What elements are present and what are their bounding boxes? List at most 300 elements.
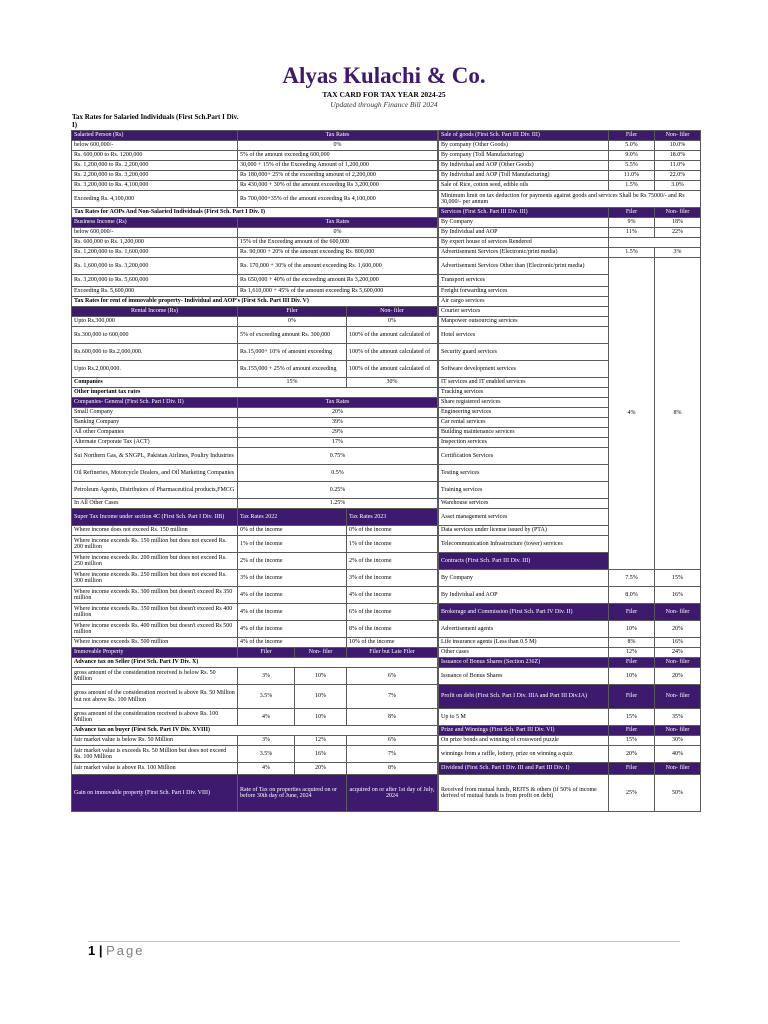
rate-cell: 22% — [655, 228, 701, 238]
section-header-cell: Business Income (Rs) — [72, 218, 238, 228]
column-header-cell: Filer — [609, 131, 655, 141]
rate-cell: 30,000 + 15% of the Exceeding Amount of 1,200,000 — [238, 161, 438, 171]
table-row — [72, 238, 438, 248]
category-cell: Where income does not exceed Rs. 150 million — [72, 526, 238, 536]
table-header-row — [72, 648, 438, 658]
table-row — [72, 499, 438, 509]
category-cell: below 600,000/- — [72, 228, 238, 238]
rate-cell: Rs.155,000 + 25% of amount exceeding — [238, 361, 347, 378]
table-row — [439, 746, 701, 763]
table-row — [72, 428, 438, 438]
table-row — [439, 171, 701, 181]
category-cell: Small Company — [72, 408, 238, 418]
category-cell: Testing services — [439, 465, 609, 482]
table-row — [72, 465, 438, 482]
rate-cell: 20% — [609, 746, 655, 763]
category-cell: Building maintenance services — [439, 428, 609, 438]
section-title-row — [72, 208, 438, 218]
column-header-cell: Filer — [238, 648, 295, 658]
rate-cell: 8.0% — [609, 587, 655, 604]
column-header-cell: Non- filer — [347, 307, 438, 317]
table-row — [72, 709, 438, 726]
category-cell: Manpower outsourcing services — [439, 317, 609, 327]
column-header-cell: acquired on or after 1st day of July, 2024 — [347, 775, 438, 812]
category-cell: Training services — [439, 482, 609, 499]
rate-cell: 4% of the income — [238, 604, 347, 621]
column-header-cell: Filer — [238, 307, 347, 317]
table-row — [72, 553, 438, 570]
rate-cell: 0.75% — [238, 448, 438, 465]
section-title-row — [72, 658, 438, 668]
category-cell: Life insurance agents (Less than 0.5 M) — [439, 638, 609, 648]
rate-cell: 0% — [238, 317, 347, 327]
section-title-cell: Advance tax on buyer (First Sch. Part IV Div. XVIII) — [72, 726, 438, 736]
section-header-cell: Super Tax Income under section 4C (First Sch. Part I Div. IIB) — [72, 509, 238, 526]
rate-cell: 3% of the income — [238, 570, 347, 587]
section-header-cell: Sale of goods (First Sch. Part III Div. III) — [439, 131, 609, 141]
table-header-row — [72, 131, 438, 141]
rate-cell: 4% — [238, 763, 295, 775]
rate-cell: 17% — [238, 438, 438, 448]
table-header-row — [72, 398, 438, 408]
table-header-row — [72, 775, 438, 812]
category-cell: Asset management services — [439, 509, 609, 526]
rate-cell: 6% — [347, 668, 438, 685]
section-header-cell: Services (First Sch. Part III Div. III) — [439, 208, 609, 218]
category-cell: fair market value is exceeds Rs. 50 Million but does not exceed Rs. 100 Million — [72, 746, 238, 763]
section-header-cell: Contracts (First Sch. Part III Div. III) — [439, 553, 609, 570]
column-header-cell: Non- filer — [655, 208, 701, 218]
rate-cell: 3.0% — [655, 181, 701, 191]
table-header-row — [72, 307, 438, 317]
column-header-cell: Filer — [609, 763, 655, 775]
column-header-cell: Tax Rates 2023 — [347, 509, 438, 526]
category-cell: Upto Rs.300,000 — [72, 317, 238, 327]
rate-cell: 8% — [655, 258, 701, 570]
rate-cell: 5% of exceeding amount Rs. 300,000 — [238, 327, 347, 344]
column-header-cell: Non- filer — [295, 648, 347, 658]
category-cell: Hotel services — [439, 327, 609, 344]
rate-cell: 1.5% — [609, 181, 655, 191]
table-row — [72, 327, 438, 344]
category-cell: Where income exceeds Rs. 150 million but does not exceed Rs. 200 million — [72, 536, 238, 553]
category-cell: Petroleum Agents, Distributors of Pharmaceutical products,FMCG — [72, 482, 238, 499]
section-header-cell: Gain on immovable property (First Sch. Part I Div. VIII) — [72, 775, 238, 812]
category-cell: Certification Services — [439, 448, 609, 465]
table-row — [439, 709, 701, 726]
rate-cell: 3% — [238, 736, 295, 746]
rate-cell: 0% of the income — [347, 526, 438, 536]
table-row — [439, 228, 701, 238]
rate-cell: 15% of the Exceeding amount of the 600,000 — [238, 238, 438, 248]
rate-cell: 12% — [295, 736, 347, 746]
rate-cell: Rs 1,610,000 + 45% of the amount exceeding Rs 5,600,000 — [238, 287, 438, 297]
rate-cell: 5.0% — [609, 141, 655, 151]
table-header-row — [439, 685, 701, 709]
rate-cell: 50% — [655, 775, 701, 812]
table-row — [72, 317, 438, 327]
category-cell: Where income exceeds Rs. 400 million but doesn't exceed Rs 500 million — [72, 621, 238, 638]
table-row — [72, 275, 438, 287]
category-cell: Oil Refineries, Motorcycle Dealers, and Oil Marketing Companies — [72, 465, 238, 482]
category-cell: Rs.600,000 to Rs.2,000,000. — [72, 344, 238, 361]
category-cell: Where income exceeds Rs. 250 million but does not exceed Rs. 300 million — [72, 570, 238, 587]
rate-cell: 3.5% — [238, 685, 295, 709]
table-row — [439, 638, 701, 648]
category-cell: Up to 5 M — [439, 709, 609, 726]
category-cell: Exceeding Rs. 4,100,000 — [72, 191, 238, 208]
section-header-cell: Profit on debt (First Sch. Part I Div. IIIA and Part III Div.IA) — [439, 685, 609, 709]
column-header-cell: Non- filer — [655, 604, 701, 621]
rate-cell: 1% of the income — [347, 536, 438, 553]
category-cell: IT services and IT enabled services — [439, 378, 609, 388]
rate-cell: 0% — [347, 317, 438, 327]
table-header-row — [439, 208, 701, 218]
rate-cell: Rs 430,000 + 30% of the amount exceeding Rs 3,200,000 — [238, 181, 438, 191]
category-cell: By Company — [439, 570, 609, 587]
table-row — [439, 248, 701, 258]
rate-cell: 5.5% — [609, 161, 655, 171]
table-header-row — [439, 604, 701, 621]
rate-cell: Rs 180,000+ 25% of the exceeding amount of 2,200,000 — [238, 171, 438, 181]
rate-cell: 0% — [238, 141, 438, 151]
right-tax-table-body — [439, 131, 701, 812]
category-cell: Advertisement Services Other than (Electronic/print media) — [439, 258, 609, 275]
table-header-row — [72, 509, 438, 526]
rate-cell: 3.5% — [238, 746, 295, 763]
category-cell: fair market value is below Rs. 50 Million — [72, 736, 238, 746]
table-row — [72, 685, 438, 709]
rate-cell: 20% — [295, 763, 347, 775]
category-cell: Engineering services — [439, 408, 609, 418]
rate-cell: Rs.15,000+ 10% of amount exceeding — [238, 344, 347, 361]
rate-cell: 8% — [609, 638, 655, 648]
table-row — [72, 570, 438, 587]
category-cell: Rs. 3,200,000 to Rs. 4,100,000 — [72, 181, 238, 191]
table-row — [439, 621, 701, 638]
rate-cell: 15% — [609, 709, 655, 726]
rate-cell: 30% — [347, 378, 438, 388]
page-title: Alyas Kulachi & Co. — [282, 63, 486, 88]
rate-cell: 2% of the income — [347, 553, 438, 570]
rate-cell: 4% of the income — [238, 621, 347, 638]
category-cell: Advertisement agents — [439, 621, 609, 638]
table-row — [439, 775, 701, 812]
category-cell: Where income exceeds Rs. 200 million but does not exceed Rs. 250 million — [72, 553, 238, 570]
rate-cell: 16% — [295, 746, 347, 763]
category-cell: Tracking services — [439, 388, 609, 398]
column-header-cell: Filer — [609, 604, 655, 621]
rate-cell: 10% of the income — [347, 638, 438, 648]
category-cell: Data services under license issued by (PTA) — [439, 526, 609, 536]
table-row — [72, 438, 438, 448]
section-header-cell: Companies- General (First Sch. Part I Div. II) — [72, 398, 238, 408]
rate-cell: 8% — [347, 763, 438, 775]
rate-cell: 4% — [609, 258, 655, 570]
rate-cell: 9.0% — [609, 151, 655, 161]
column-header-cell: Rate of Tax on properties acquired on or before 30th day of June, 2024 — [238, 775, 347, 812]
table-row — [72, 621, 438, 638]
rate-cell: 4% of the income — [238, 638, 347, 648]
section-title-cell: Other important tax rates — [72, 388, 438, 398]
column-header-cell: Tax Rates — [238, 131, 438, 141]
rate-cell: 18% — [655, 218, 701, 228]
rate-cell: 12% — [609, 648, 655, 658]
page-word: Page — [106, 943, 145, 958]
column-header-cell: Non- filer — [655, 763, 701, 775]
table-row — [72, 171, 438, 181]
category-cell: Sui Northern Gas, & SNGPL, Pakistan Airlines, Poultry Industries — [72, 448, 238, 465]
rate-cell: 0% of the income — [238, 526, 347, 536]
rate-cell: 9% — [609, 218, 655, 228]
table-row — [72, 418, 438, 428]
rate-cell: 6% of the income — [347, 604, 438, 621]
rate-cell: 15% — [609, 736, 655, 746]
section-title-cell: Companies — [72, 378, 238, 388]
table-row — [439, 151, 701, 161]
section-header-cell: Prize and Winnings (First Sch. Part III Div. VI) — [439, 726, 609, 736]
rate-cell: 40% — [655, 746, 701, 763]
rate-cell: 1% of the income — [238, 536, 347, 553]
rate-cell: Rs. 90,000 + 20% of the amount exceeding Rs. 800,000 — [238, 248, 438, 258]
section-header-cell: Brokerage and Commission (First Sch. Part IV Div. II) — [439, 604, 609, 621]
table-header-row — [439, 763, 701, 775]
category-cell: Rs. 3,200,000 to Rs. 5,600,000 — [72, 275, 238, 287]
rate-cell: 20% — [655, 621, 701, 638]
category-cell: Rs. 1,600,000 to Rs. 3,200,000 — [72, 258, 238, 275]
rate-cell: 16% — [655, 587, 701, 604]
left-tax-table — [71, 130, 438, 812]
table-row — [72, 361, 438, 378]
rate-cell: 20% — [238, 408, 438, 418]
table-header-row — [439, 726, 701, 736]
category-cell: Inspection services — [439, 438, 609, 448]
table-row — [72, 151, 438, 161]
category-cell: By company (Toll Manufacturing) — [439, 151, 609, 161]
table-header-row — [439, 131, 701, 141]
rate-cell: 11% — [609, 228, 655, 238]
rate-cell: 29% — [238, 428, 438, 438]
rate-cell: 3% — [238, 668, 295, 685]
rate-cell: 22.0% — [655, 171, 701, 181]
rate-cell: 39% — [238, 418, 438, 428]
table-row — [439, 191, 701, 208]
table-row — [439, 141, 701, 151]
category-cell: Security guard services — [439, 344, 609, 361]
rate-cell: 10% — [609, 621, 655, 638]
category-cell: Telecommunication Infrastructure (tower) services — [439, 536, 609, 553]
category-cell: In All Other Cases — [72, 499, 238, 509]
rate-cell: 100% of the amount calculated of — [347, 327, 438, 344]
table-row — [439, 648, 701, 658]
rate-cell: 24% — [655, 648, 701, 658]
section-header-cell: Issuance of Bonus Shares (Section 236Z) — [439, 658, 609, 668]
column-header-cell: Non- filer — [655, 685, 701, 709]
category-cell: Alternate Corporate Tax (ACT) — [72, 438, 238, 448]
rate-cell: 3% of the income — [347, 570, 438, 587]
category-cell: Where income exceeds Rs. 300 million but doesn't exceed Rs 350 million — [72, 587, 238, 604]
rate-cell: 18.0% — [655, 151, 701, 161]
category-cell: Freight forwarding services — [439, 287, 609, 297]
rate-cell: 11.0% — [609, 171, 655, 181]
rate-cell: 15% — [238, 378, 347, 388]
table-row — [72, 638, 438, 648]
category-cell: Where income exceeds Rs. 350 million but doesn't exceed Rs 400 million — [72, 604, 238, 621]
rate-cell: 7.5% — [609, 570, 655, 587]
table-row — [72, 191, 438, 208]
table-row — [72, 736, 438, 746]
rate-cell: 4% — [238, 709, 295, 726]
table-row — [439, 570, 701, 587]
rate-cell: 8% — [347, 709, 438, 726]
rate-cell: Rs 700,000+35% of the amount exceeding Rs 4,100,000 — [238, 191, 438, 208]
category-cell: Rs. 1,200,000 to Rs. 2,200,000 — [72, 161, 238, 171]
table-row — [72, 746, 438, 763]
table-row — [439, 668, 701, 685]
rate-cell: 5% of the amount exceeding 600,000 — [238, 151, 438, 161]
rate-cell: 7% — [347, 685, 438, 709]
footer-divider — [88, 941, 680, 942]
rate-cell: 2% of the income — [238, 553, 347, 570]
column-header-cell: Filer — [609, 658, 655, 668]
rate-cell: 20% — [655, 668, 701, 685]
rate-cell: 3% — [655, 248, 701, 258]
category-cell: By company (Other Goods) — [439, 141, 609, 151]
table-header-row — [72, 218, 438, 228]
rate-cell: 11.0% — [655, 161, 701, 171]
rate-cell: 100% of the amount calculated of — [347, 344, 438, 361]
category-cell: Rs.300,000 to 600,000 — [72, 327, 238, 344]
table-row — [439, 258, 701, 275]
rate-cell: 10% — [295, 709, 347, 726]
table-row — [72, 668, 438, 685]
category-cell: Issuance of Bonus Shares — [439, 668, 609, 685]
right-tax-table — [438, 130, 701, 812]
category-cell: Exceeding Rs. 5,600,000 — [72, 287, 238, 297]
category-cell: Sale of Rice, cotton seed, edible oils — [439, 181, 609, 191]
category-cell: Other cases — [439, 648, 609, 658]
section-header-cell: Rental Income (Rs) — [72, 307, 238, 317]
column-header-cell: Filer — [609, 208, 655, 218]
category-cell: Share registered services — [439, 398, 609, 408]
salaried-section-title: Tax Rates for Salaried Individuals (First Sch.Part I Div. I) — [72, 113, 239, 129]
category-cell: By Individual and AOP — [439, 228, 609, 238]
category-cell: below 600,000/- — [72, 141, 238, 151]
column-header-cell: Non- filer — [655, 726, 701, 736]
table-row — [72, 604, 438, 621]
rate-cell: 35% — [655, 709, 701, 726]
table-row — [72, 287, 438, 297]
section-title-row — [72, 297, 438, 307]
table-row — [72, 536, 438, 553]
rate-cell: 4% of the income — [347, 587, 438, 604]
page-number — [88, 943, 145, 958]
category-cell: gross amount of the consideration received is above Rs. 50 Million but not above Rs. 100 Million — [72, 685, 238, 709]
table-row — [72, 258, 438, 275]
column-header-cell: Tax Rates — [238, 398, 438, 408]
category-cell: Transport services — [439, 275, 609, 287]
category-cell: gross amount of the consideration received is above Rs. 100 Million — [72, 709, 238, 726]
table-row — [72, 408, 438, 418]
rate-cell — [609, 238, 701, 248]
table-row — [439, 736, 701, 746]
rate-cell: Rs 650,000 + 40% of the exceeding amount Rs 3,200,000 — [238, 275, 438, 287]
section-title-row — [72, 388, 438, 398]
category-cell: On prize bonds and winning of crossword puzzle — [439, 736, 609, 746]
rate-cell: 1.25% — [238, 499, 438, 509]
rate-cell: 15% — [655, 570, 701, 587]
category-cell: Where income exceeds Rs. 500 million — [72, 638, 238, 648]
rate-cell: 10% — [609, 668, 655, 685]
category-cell: By Individual and AOP (Other Goods) — [439, 161, 609, 171]
table-row — [72, 763, 438, 775]
category-cell: fair market value is above Rs. 100 Million — [72, 763, 238, 775]
section-title-row — [72, 378, 438, 388]
rate-cell: 16% — [655, 638, 701, 648]
section-title-cell: Tax Rates for AOPs And Non-Salaried Individuals (First Sch. Part I Div. I) — [72, 208, 438, 218]
rate-cell: 8% of the income — [347, 621, 438, 638]
category-cell: Banking Company — [72, 418, 238, 428]
rate-cell: 10% — [295, 685, 347, 709]
category-cell: Advertisement Services (Electronic/print media) — [439, 248, 609, 258]
rate-cell: 4% of the income — [238, 587, 347, 604]
category-cell: Received from mutual funds, REITS & others (if 50% of income derived of mutual funds is from profit on debt) — [439, 775, 609, 812]
table-row — [72, 181, 438, 191]
category-cell: By expert house of services Rendered — [439, 238, 609, 248]
rate-cell: Rs. 170,000 + 30% of the amount exceeding Rs. 1,600,000 — [238, 258, 438, 275]
column-header-cell: Filer — [609, 685, 655, 709]
table-row — [72, 161, 438, 171]
category-cell: Car rental services — [439, 418, 609, 428]
category-cell: Software development services — [439, 361, 609, 378]
column-header-cell: Tax Rates 2022 — [238, 509, 347, 526]
column-header-cell: Non- filer — [655, 658, 701, 668]
category-cell: Rs. 2,200,000 to Rs. 3,200,000 — [72, 171, 238, 181]
rate-cell: 6% — [347, 736, 438, 746]
category-cell: winnings from a raffle, lottery, prize on winning a quiz — [439, 746, 609, 763]
section-header-cell: Salaried Person (Rs) — [72, 131, 238, 141]
table-row — [72, 526, 438, 536]
column-header-cell: Tax Rates — [238, 218, 438, 228]
category-cell: By Company — [439, 218, 609, 228]
rate-cell: 100% of the amount calculated of — [347, 361, 438, 378]
table-row — [72, 587, 438, 604]
left-tax-table-body — [72, 131, 438, 812]
rate-cell: 0.5% — [238, 465, 438, 482]
section-title-cell: Advance tax on Seller (First Sch. Part IV Div. X) — [72, 658, 438, 668]
category-cell: Rs. 600,000 to Rs. 1200,000 — [72, 151, 238, 161]
section-header-cell: Immovable Property — [72, 648, 238, 658]
table-row — [72, 141, 438, 151]
category-cell: Warehouse services — [439, 499, 609, 509]
rate-cell: 30% — [655, 736, 701, 746]
table-row — [72, 344, 438, 361]
table-row — [439, 181, 701, 191]
updated-note: Updated through Finance Bill 2024 — [330, 100, 438, 109]
page-number-separator: | — [98, 943, 103, 958]
rate-cell: 0.25% — [238, 482, 438, 499]
category-cell: Rs. 600,000 to Rs. 1,200,000 — [72, 238, 238, 248]
table-row — [439, 218, 701, 228]
category-cell: Courier services — [439, 307, 609, 317]
section-title-row — [72, 726, 438, 736]
table-row — [439, 587, 701, 604]
table-row — [72, 482, 438, 499]
page-number-value: 1 — [88, 943, 96, 958]
rate-cell: 10.0% — [655, 141, 701, 151]
rate-cell: 7% — [347, 746, 438, 763]
category-cell: Upto Rs.2,000,000. — [72, 361, 238, 378]
